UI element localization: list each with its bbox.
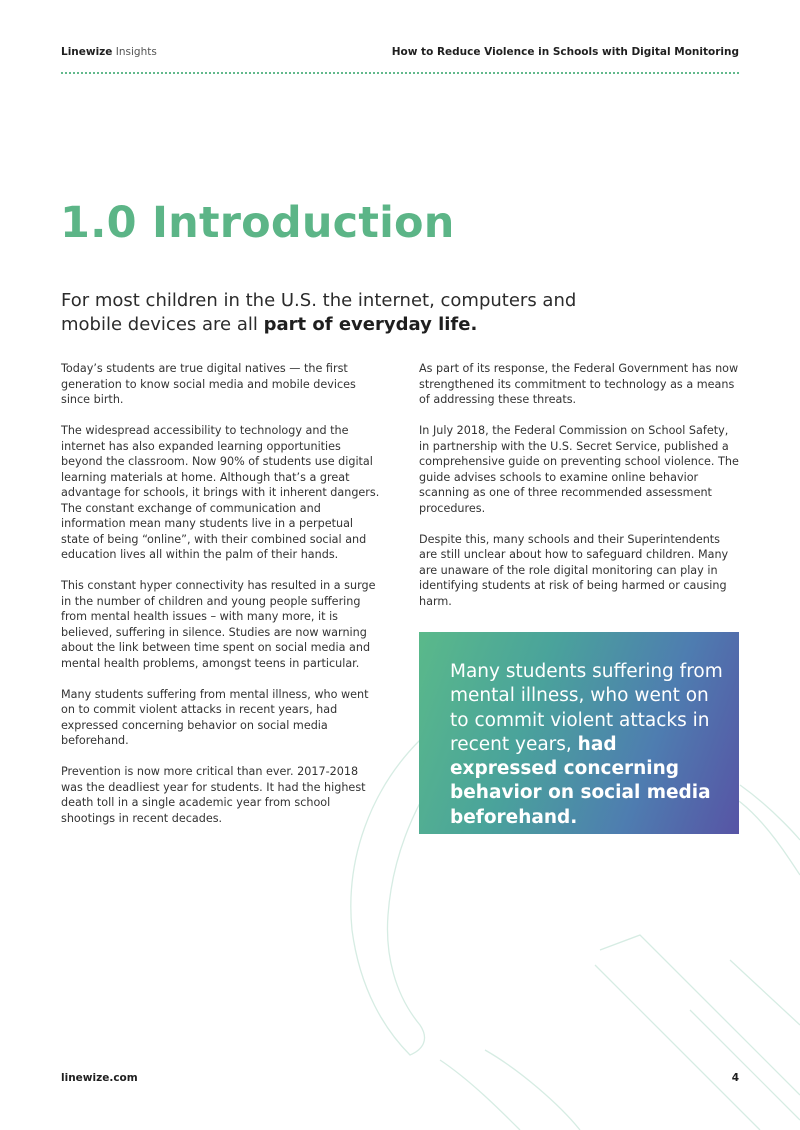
paragraph: Prevention is now more critical than ever. 2017-2018 was the deadliest year for students. It had the highest death toll in a single academic year from school shootings in recent decades.	[61, 765, 366, 825]
header-divider	[61, 72, 739, 74]
section-heading: 1.0 Introduction	[60, 198, 455, 248]
brand-name: Linewize	[61, 46, 113, 58]
brand-label	[61, 46, 157, 58]
lead-text: For most children in the U.S. the internet, computers and mobile devices are all	[61, 290, 577, 335]
paragraph: The widespread accessibility to technology and the internet has also expanded learning opportunities beyond the classroom. Now 90% of students use digital learning materials at home. Although that’s a great advantage for schools, it brings with it inherent dangers. The constant exchange of communication and information mean many students live in a perpetual state of being “online”, with their combined social and education lives all within the palm of their hands.	[61, 424, 380, 561]
document-title: How to Reduce Violence in Schools with Digital Monitoring	[391, 46, 739, 58]
paragraph: In July 2018, the Federal Commission on School Safety, in partnership with the U.S. Secret Service, published a comprehensive guide on preventing school violence. The guide advises schools to examine online behavior scanning as one of three recommended assessment procedures.	[419, 424, 739, 515]
right-column	[419, 361, 739, 625]
footer-url: linewize.com	[61, 1072, 138, 1084]
lead-paragraph	[61, 289, 641, 337]
paragraph: Despite this, many schools and their Superintendents are still unclear about how to safeguard children. Many are unaware of the role digital monitoring can play in identifying students at risk of being harmed or causing harm.	[419, 532, 729, 608]
paragraph: Today’s students are true digital natives — the first generation to know social media and mobile devices since birth.	[61, 362, 356, 406]
pull-quote-emphasis: had expressed concerning behavior on social media beforehand.	[450, 733, 711, 828]
pull-quote-text: Many students suffering from mental illness, who went on to commit violent attacks in recent years,	[450, 661, 723, 755]
brand-subtitle: Insights	[115, 46, 157, 58]
pull-quote	[450, 660, 725, 830]
page-header	[61, 46, 739, 62]
paragraph: Many students suffering from mental illness, who went on to commit violent attacks in recent years, had expressed concerning behavior on social media beforehand.	[61, 687, 369, 747]
page-number: 4	[731, 1072, 739, 1084]
paragraph: As part of its response, the Federal Government has now strengthened its commitment to technology as a means of addressing these threats.	[419, 362, 739, 406]
paragraph: This constant hyper connectivity has resulted in a surge in the number of children and young people suffering from mental health issues – with many more, it is believed, suffering in silence. Studies are now warning about the link between time spent on social media and mental health problems, amongst teens in particular.	[61, 579, 376, 670]
left-column	[61, 361, 381, 842]
lead-emphasis: part of everyday life.	[263, 314, 478, 335]
pull-quote-box	[419, 632, 739, 834]
